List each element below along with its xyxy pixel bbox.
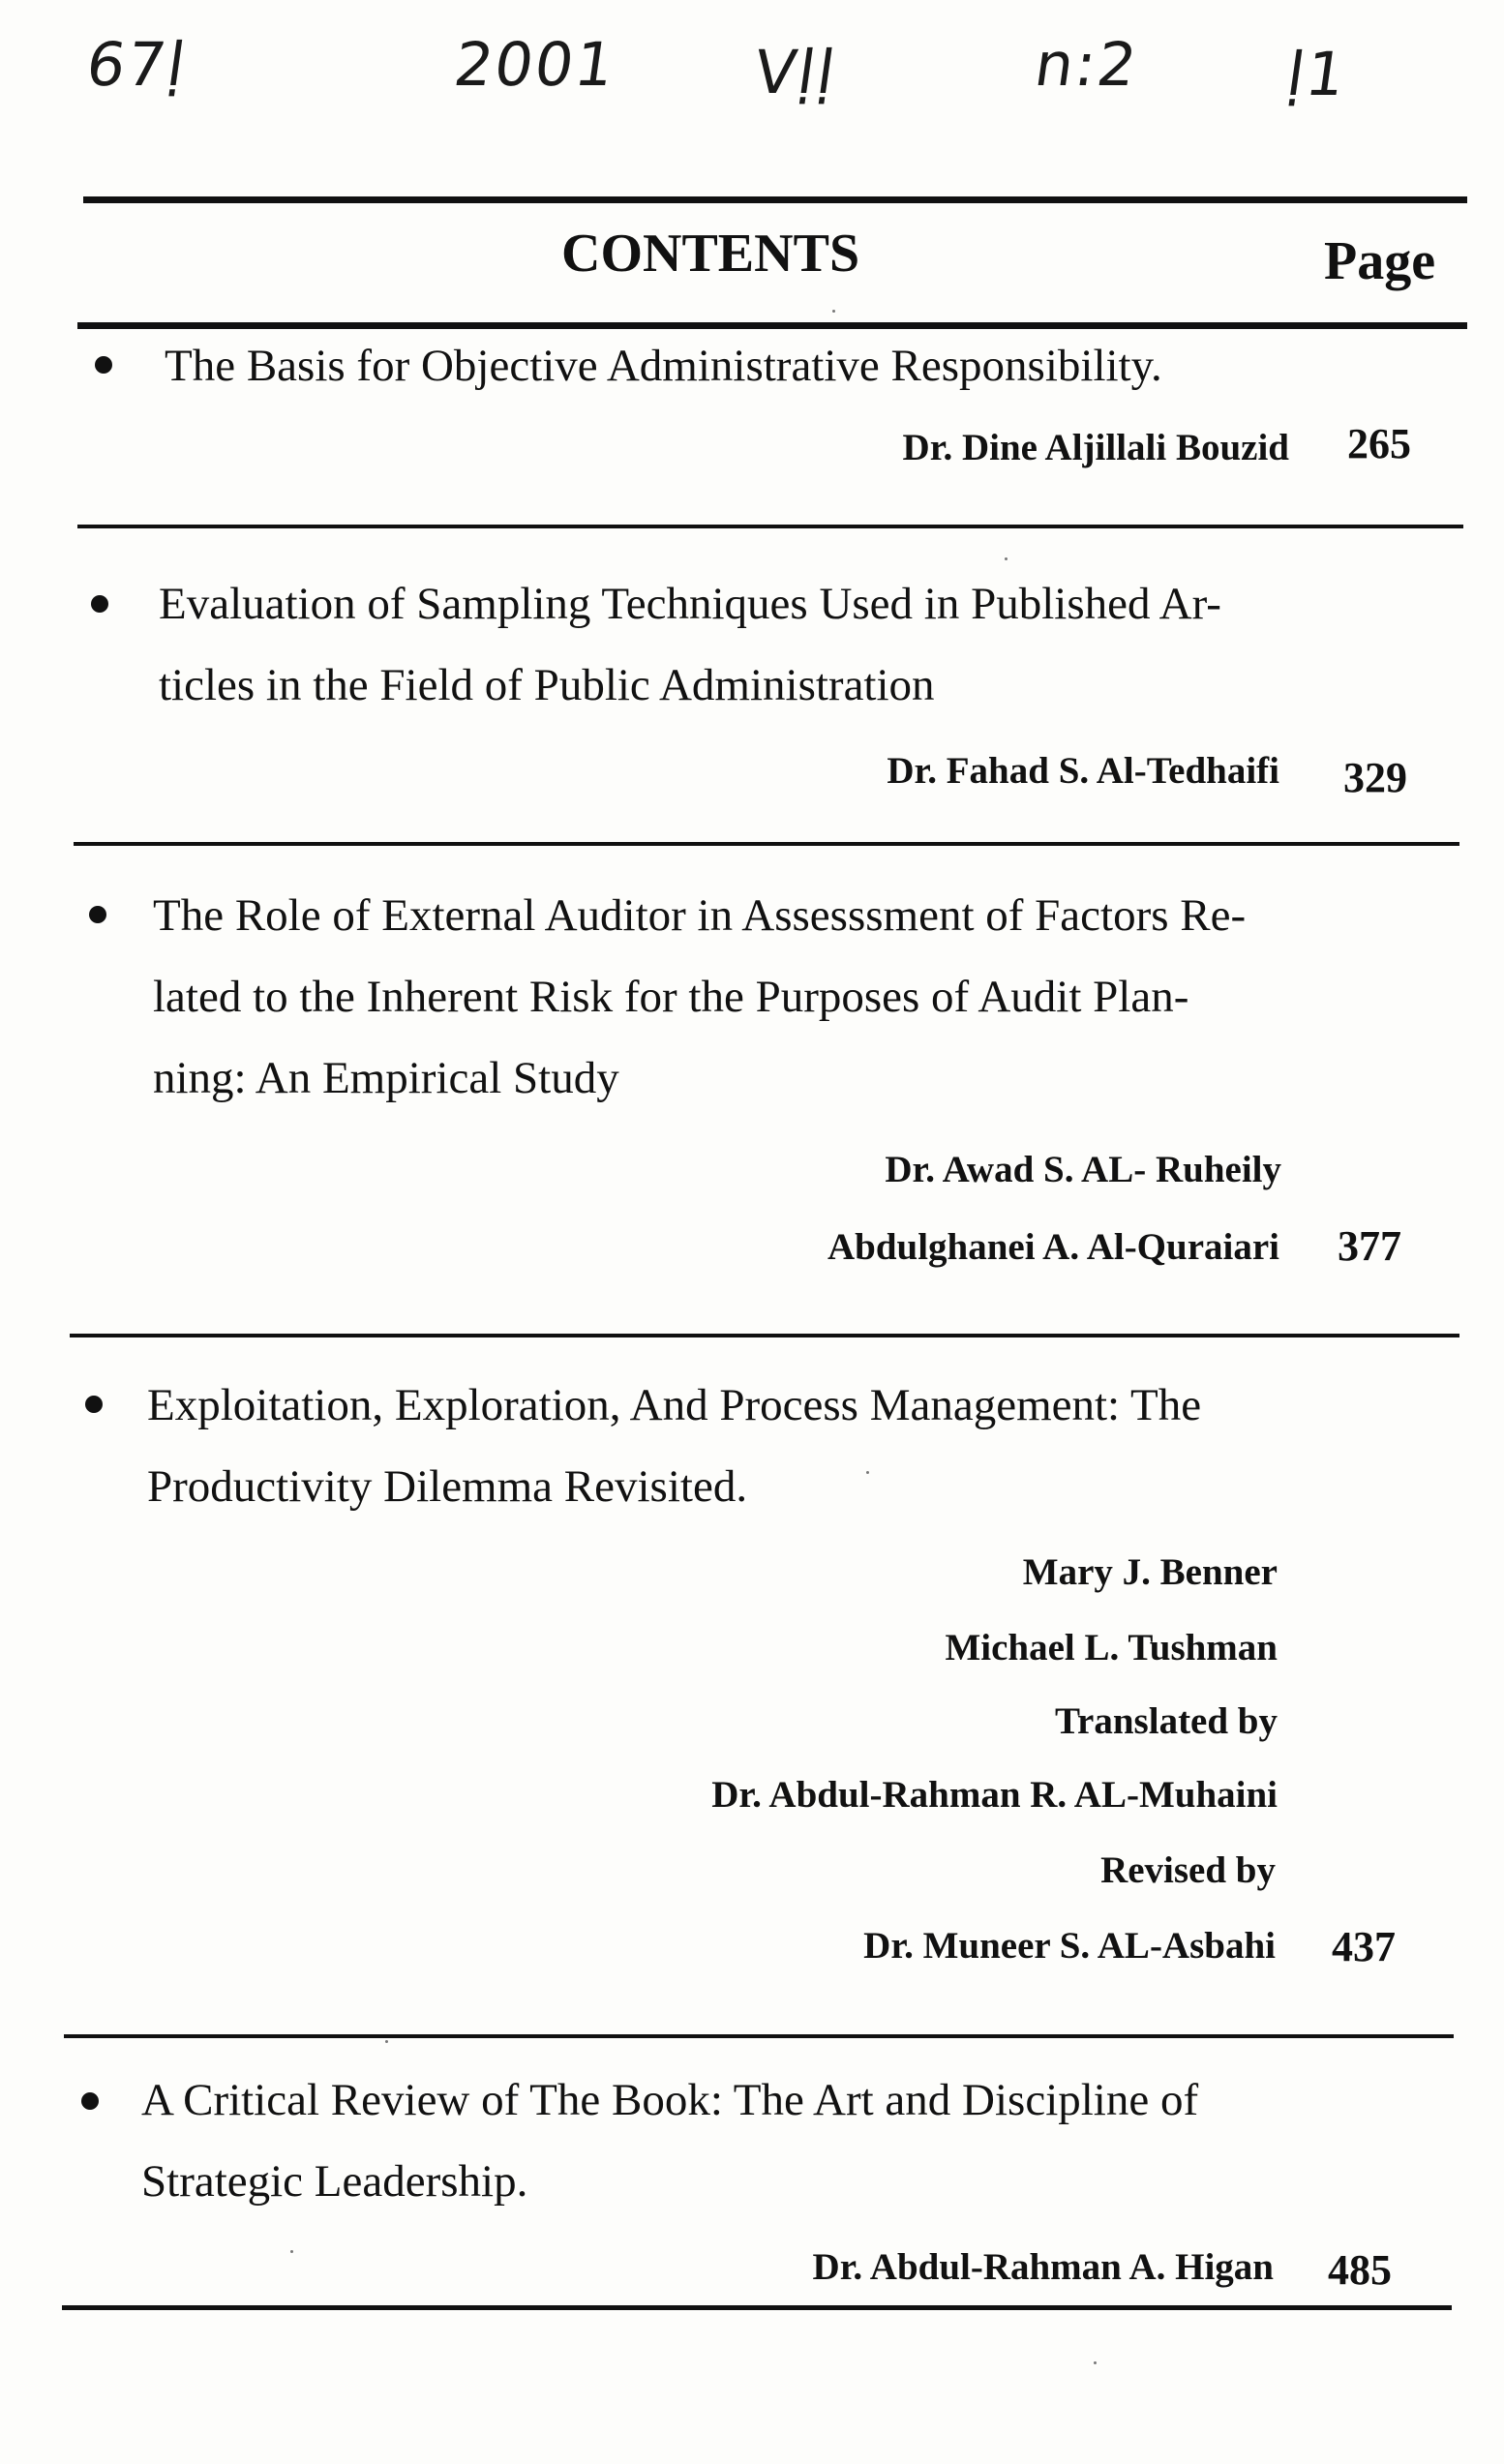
- entry-page-number: 265: [1347, 420, 1411, 467]
- entry-author: Dr. Awad S. AL- Ruheily: [885, 1149, 1281, 1190]
- handwritten-notes: [77, 29, 1427, 135]
- entry-divider: [77, 525, 1463, 528]
- entry-author: Abdulghanei A. Al-Quraiari: [827, 1226, 1279, 1268]
- entry-title: [141, 2059, 1276, 2222]
- entry-title: [165, 325, 1297, 406]
- page-column-heading: Page: [1324, 231, 1436, 291]
- entry-title-line: Evaluation of Sampling Techniques Used in Published Ar-: [159, 579, 1221, 629]
- handwritten-note: Vḷḷ: [749, 37, 842, 107]
- entry-title: [147, 1365, 1278, 1527]
- bullet-icon: [81, 2092, 99, 2110]
- bullet-icon: [91, 595, 108, 613]
- entry-title-line: ticles in the Field of Public Administration: [159, 660, 935, 710]
- bottom-rule: [62, 2305, 1452, 2310]
- entry-author: Translated by: [1054, 1700, 1278, 1742]
- entry-title-line: The Role of External Auditor in Assesssment of Factors Re-: [153, 890, 1247, 941]
- entry-author: Mary J. Benner: [1022, 1551, 1278, 1593]
- scan-speck: [385, 2040, 388, 2043]
- entry-divider: [74, 842, 1459, 846]
- scan-speck: [1094, 2361, 1097, 2364]
- entry-title-line: A Critical Review of The Book: The Art and Discipline of: [141, 2075, 1199, 2125]
- entry-page-number: 437: [1332, 1923, 1396, 1970]
- top-rule: [83, 196, 1467, 203]
- contents-heading: CONTENTS: [561, 224, 860, 284]
- entry-title-line: Exploitation, Exploration, And Process Management: The: [147, 1380, 1202, 1430]
- entry-author: Dr. Muneer S. AL-Asbahi: [863, 1925, 1276, 1967]
- entry-title: [153, 875, 1287, 1119]
- entry-divider: [70, 1334, 1459, 1337]
- entry-author: Dr. Dine Aljillali Bouzid: [902, 427, 1289, 468]
- handwritten-note: n:2: [1030, 29, 1143, 100]
- entry-title-line: Strategic Leadership.: [141, 2156, 528, 2207]
- handwritten-note: 67ḷ: [81, 29, 192, 100]
- entry-title-line: The Basis for Objective Administrative Responsibility.: [165, 341, 1162, 391]
- entry-title-line: Productivity Dilemma Revisited.: [147, 1461, 748, 1512]
- entry-page-number: 329: [1343, 754, 1407, 801]
- scan-speck: [1005, 557, 1008, 560]
- scan-speck: [290, 2250, 293, 2253]
- entry-page-number: 485: [1328, 2246, 1392, 2294]
- bullet-icon: [89, 906, 106, 923]
- entry-title-line: lated to the Inherent Risk for the Purposes of Audit Plan-: [153, 972, 1189, 1022]
- entry-author: Michael L. Tushman: [945, 1627, 1278, 1668]
- bullet-icon: [95, 356, 112, 374]
- entry-title: [159, 563, 1291, 726]
- entry-author: Revised by: [1100, 1849, 1276, 1891]
- entry-author: Dr. Abdul-Rahman R. AL-Muhaini: [711, 1774, 1278, 1816]
- scan-speck: [866, 1471, 869, 1474]
- entry-title-line: ning: An Empirical Study: [153, 1053, 619, 1103]
- bullet-icon: [85, 1396, 103, 1413]
- entry-author: Dr. Abdul-Rahman A. Higan: [812, 2246, 1274, 2288]
- entry-divider: [64, 2034, 1454, 2038]
- entry-author: Dr. Fahad S. Al-Tedhaifi: [887, 750, 1279, 792]
- handwritten-note: 2001: [449, 29, 620, 100]
- scan-speck: [832, 310, 835, 313]
- handwritten-note: ḷ1: [1281, 39, 1352, 109]
- entry-page-number: 377: [1338, 1222, 1401, 1270]
